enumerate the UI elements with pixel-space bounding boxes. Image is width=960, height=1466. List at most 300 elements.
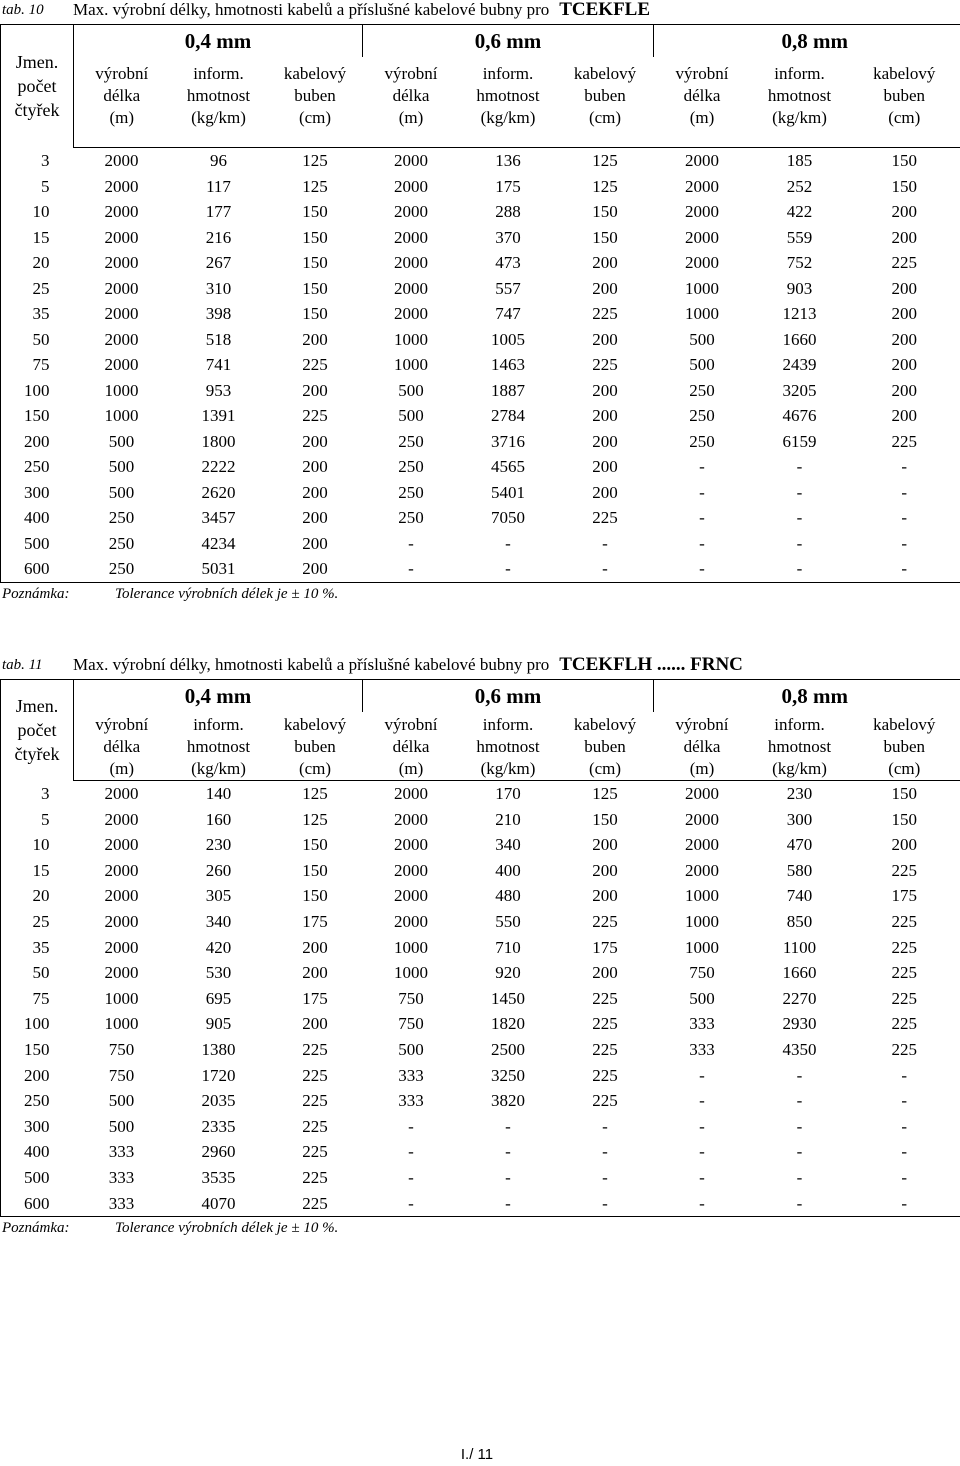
table-cell: - xyxy=(699,1091,705,1111)
table-cell: 200 xyxy=(268,556,363,582)
table-cell: 500 xyxy=(689,988,715,1008)
table-cell: 225 xyxy=(592,1091,618,1111)
table-cell: 2335 xyxy=(201,1116,236,1136)
table-cell: 310 xyxy=(205,278,232,298)
table-cell: 225 xyxy=(592,988,618,1008)
table-cell: 2222 xyxy=(201,457,236,476)
table-cell: 333 xyxy=(398,1065,424,1085)
table-cell: 1000 xyxy=(394,355,428,374)
table-cell: 150 xyxy=(302,886,328,906)
table-cell: - xyxy=(796,1091,803,1111)
table-row xyxy=(1,225,960,251)
table-cell: 2000 xyxy=(394,304,428,323)
table-cell: 1463 xyxy=(491,355,525,374)
table-cell: - xyxy=(796,482,803,502)
table-cell: 2000 xyxy=(104,809,139,829)
table-cell: - xyxy=(699,533,705,553)
table-cell: - xyxy=(849,1063,960,1089)
table-cell: 225 xyxy=(268,1191,363,1217)
row-jmen-pocet: 20 xyxy=(1,250,74,276)
table-cell: 2960 xyxy=(201,1142,236,1162)
row-jmen-pocet: 3 xyxy=(1,781,74,807)
table-row xyxy=(1,403,960,429)
table-cell: 150 xyxy=(302,253,328,272)
table-cell: 500 xyxy=(398,1039,424,1059)
table-cell: 741 xyxy=(205,355,232,374)
table-cell: 500 xyxy=(108,1116,135,1136)
table-cell: 2000 xyxy=(104,227,139,247)
table-row xyxy=(1,1191,960,1217)
table-cell: - xyxy=(849,505,960,531)
table-cell: 2500 xyxy=(491,1039,525,1059)
table-cell: 267 xyxy=(205,253,232,272)
table-cell: 125 xyxy=(592,151,618,170)
table-cell: 150 xyxy=(592,809,618,829)
table-cell: 225 xyxy=(849,250,960,276)
table-cell: - xyxy=(699,1167,705,1187)
table-cell: 200 xyxy=(302,431,328,451)
table-row xyxy=(1,250,960,276)
table-cell: 200 xyxy=(302,457,328,476)
table-cell: 2000 xyxy=(685,176,719,196)
table-cell: 1005 xyxy=(491,329,525,349)
table-cell: 1380 xyxy=(201,1039,236,1059)
table-cell: - xyxy=(460,1191,557,1217)
table-cell: 920 xyxy=(495,963,521,983)
table-cell: 7050 xyxy=(491,508,525,527)
column-header: kabelový buben (cm) xyxy=(557,712,654,781)
table-cell: 175 xyxy=(302,988,328,1008)
table-cell: 175 xyxy=(495,176,521,196)
table-cell: 2000 xyxy=(394,886,428,906)
table-cell: - xyxy=(602,533,608,553)
table-cell: 200 xyxy=(302,1014,328,1034)
table-cell: 200 xyxy=(592,278,618,298)
table-cell: 200 xyxy=(849,225,960,251)
table-cell: 2000 xyxy=(394,227,428,247)
table-cell: - xyxy=(699,1142,705,1162)
table-cell: 185 xyxy=(786,151,813,170)
table-cell: 225 xyxy=(849,1011,960,1037)
table-row xyxy=(1,1063,960,1089)
table-cell: 905 xyxy=(205,1014,232,1034)
table-row xyxy=(1,480,960,506)
table-cell: - xyxy=(849,1165,960,1191)
table-cell: - xyxy=(849,1191,960,1217)
table-cell: 177 xyxy=(205,202,232,221)
table-cell: 200 xyxy=(849,403,960,429)
table-cell: 2000 xyxy=(104,835,139,855)
row-jmen-pocet: 5 xyxy=(1,174,74,200)
table-cell: - xyxy=(699,482,705,502)
table-cell: 500 xyxy=(108,482,135,502)
table-cell: 225 xyxy=(849,986,960,1012)
table-cell: 225 xyxy=(592,1065,618,1085)
row-jmen-pocet: 150 xyxy=(1,403,74,429)
table-cell: 550 xyxy=(495,911,521,931)
table-cell: - xyxy=(602,1142,608,1162)
row-jmen-pocet: 35 xyxy=(1,935,74,961)
sub-header-row xyxy=(1,712,960,781)
table-cell: 225 xyxy=(302,406,328,425)
row-jmen-pocet: 100 xyxy=(1,1011,74,1037)
table-row xyxy=(1,781,960,807)
table-cell: - xyxy=(796,1142,803,1162)
table-cell: 1000 xyxy=(685,937,719,957)
table-cell: 530 xyxy=(205,963,232,983)
table-cell: 2000 xyxy=(394,835,428,855)
column-header: výrobní délka (m) xyxy=(74,57,170,148)
sub-header-row xyxy=(1,57,960,148)
table-cell: - xyxy=(849,1114,960,1140)
table-cell: 150 xyxy=(849,807,960,833)
table-cell: - xyxy=(505,1167,511,1187)
table-cell: 1000 xyxy=(104,1014,139,1034)
table-cell: - xyxy=(654,556,751,582)
row-jmen-pocet: 15 xyxy=(1,858,74,884)
table-cell: - xyxy=(699,1116,705,1136)
column-header: výrobní délka (m) xyxy=(363,57,460,148)
table-cell: 200 xyxy=(592,963,618,983)
table-cell: 500 xyxy=(108,1091,135,1111)
table-cell: 1000 xyxy=(104,380,139,400)
column-header: inform. hmotnost (kg/km) xyxy=(460,57,557,148)
table-cell: 4234 xyxy=(201,533,236,553)
table-cell: 2439 xyxy=(782,355,817,374)
table-cell: 225 xyxy=(302,1167,328,1187)
table-cell: 250 xyxy=(108,508,135,527)
table-cell: 200 xyxy=(592,380,618,400)
table-cell: 200 xyxy=(592,406,618,425)
table-row xyxy=(1,1037,960,1063)
table-cell: - xyxy=(699,1065,705,1085)
table-cell: 3716 xyxy=(491,431,525,451)
table-row xyxy=(1,960,960,986)
table-cell: 200 xyxy=(592,329,618,349)
table-row xyxy=(1,148,960,174)
group-header-0-6mm: 0,6 mm xyxy=(363,25,654,58)
table-cell: 200 xyxy=(592,482,618,502)
table-cell: 1000 xyxy=(685,278,719,298)
table-10-product: TCEKFLE xyxy=(559,0,651,20)
note-text: Tolerance výrobních délek je ± 10 %. xyxy=(115,585,339,602)
table-cell: 225 xyxy=(302,355,328,374)
table-cell: 2000 xyxy=(104,202,139,221)
page-number: I./ 11 xyxy=(460,1446,494,1463)
table-cell: 225 xyxy=(302,1039,328,1059)
column-header: kabelový buben (cm) xyxy=(557,57,654,148)
row-jmen-pocet: 300 xyxy=(1,480,74,506)
row-jmen-pocet: 200 xyxy=(1,1063,74,1089)
table-cell: 750 xyxy=(689,963,715,983)
table-cell: 1450 xyxy=(491,988,525,1008)
column-header: kabelový buben (cm) xyxy=(268,57,363,148)
table-cell: 2930 xyxy=(782,1014,817,1034)
table-cell: 480 xyxy=(495,886,521,906)
table-cell: 200 xyxy=(302,508,328,527)
table-cell: 150 xyxy=(849,781,960,807)
table-cell: - xyxy=(363,556,460,582)
table-cell: 333 xyxy=(108,1167,135,1187)
table-10-title: Max. výrobní délky, hmotnosti kabelů a příslušné kabelové bubny pro xyxy=(73,0,550,19)
table-11-number: tab. 11 xyxy=(2,657,43,673)
table-cell: 2000 xyxy=(394,911,428,931)
table-cell: 200 xyxy=(302,937,328,957)
table-cell: 250 xyxy=(689,406,715,425)
table-cell: 953 xyxy=(205,380,232,400)
jmen-header: Jmen. počet čtyřek xyxy=(1,25,74,148)
table-cell: 710 xyxy=(495,937,521,957)
table-cell: 500 xyxy=(689,329,715,349)
table-cell: 1000 xyxy=(104,406,139,425)
table-10-caption xyxy=(0,0,960,24)
table-cell: 750 xyxy=(108,1065,135,1085)
table-cell: 1100 xyxy=(782,937,817,957)
table-10-number: tab. 10 xyxy=(2,2,44,18)
table-cell: 2000 xyxy=(104,304,139,323)
table-cell: 2000 xyxy=(104,784,139,803)
table-cell: 125 xyxy=(302,809,328,829)
table-row xyxy=(1,935,960,961)
table-cell: - xyxy=(408,1116,414,1136)
table-cell: 125 xyxy=(592,176,618,196)
table-cell: 210 xyxy=(495,809,521,829)
table-cell: 225 xyxy=(592,304,618,323)
table-cell: 333 xyxy=(108,1142,135,1162)
table-cell: 2000 xyxy=(104,253,139,272)
row-jmen-pocet: 10 xyxy=(1,199,74,225)
table-cell: - xyxy=(796,457,803,476)
table-row xyxy=(1,986,960,1012)
table-cell: 333 xyxy=(689,1014,715,1034)
table-cell: 1660 xyxy=(782,329,817,349)
note-label: Poznámka: xyxy=(2,585,70,602)
table-cell: 136 xyxy=(495,151,521,170)
table-cell: 2000 xyxy=(394,253,428,272)
table-cell: - xyxy=(699,457,705,476)
table-row xyxy=(1,454,960,480)
table-cell: 1391 xyxy=(201,406,236,425)
table-cell: 1000 xyxy=(685,911,719,931)
column-header: kabelový buben (cm) xyxy=(268,712,363,781)
table-cell: 2000 xyxy=(394,151,428,170)
table-cell: 2000 xyxy=(104,860,139,880)
table-cell: 695 xyxy=(205,988,232,1008)
table-cell: 2000 xyxy=(685,253,719,272)
table-cell: 125 xyxy=(592,784,618,803)
table-cell: 200 xyxy=(592,860,618,880)
table-cell: 2000 xyxy=(104,886,139,906)
table-11-block xyxy=(0,655,960,1239)
table-cell: 1887 xyxy=(491,380,525,400)
table-cell: 557 xyxy=(495,278,521,298)
table-cell: 200 xyxy=(849,378,960,404)
table-cell: 200 xyxy=(849,832,960,858)
table-row xyxy=(1,1114,960,1140)
table-cell: - xyxy=(849,556,960,582)
table-cell: 340 xyxy=(495,835,521,855)
table-cell: 2000 xyxy=(685,227,719,247)
table-cell: 500 xyxy=(108,457,135,476)
table-cell: 1000 xyxy=(394,937,428,957)
column-header: inform. hmotnost (kg/km) xyxy=(751,57,849,148)
row-jmen-pocet: 25 xyxy=(1,909,74,935)
table-cell: 333 xyxy=(398,1091,424,1111)
table-cell: 4676 xyxy=(782,406,817,425)
table-cell: 1720 xyxy=(201,1065,236,1085)
table-row xyxy=(1,199,960,225)
table-cell: - xyxy=(796,1116,803,1136)
table-cell: 2000 xyxy=(104,329,139,349)
table-row xyxy=(1,1088,960,1114)
table-cell: 3250 xyxy=(491,1065,525,1085)
table-cell: 225 xyxy=(849,429,960,455)
table-cell: - xyxy=(849,454,960,480)
group-header-0-6mm: 0,6 mm xyxy=(363,680,654,713)
table-cell: 175 xyxy=(302,911,328,931)
table-cell: 200 xyxy=(592,835,618,855)
table-cell: 150 xyxy=(592,202,618,221)
table-11-caption xyxy=(0,655,960,679)
table-cell: - xyxy=(505,1116,511,1136)
row-jmen-pocet: 500 xyxy=(1,531,74,557)
table-cell: 2000 xyxy=(104,963,139,983)
table-cell: 250 xyxy=(398,431,424,451)
table-cell: 3205 xyxy=(782,380,817,400)
table-cell: 1000 xyxy=(394,963,428,983)
table-cell: 250 xyxy=(398,482,424,502)
table-row xyxy=(1,883,960,909)
table-cell: - xyxy=(408,1167,414,1187)
table-cell: - xyxy=(699,508,705,527)
table-row xyxy=(1,505,960,531)
table-row xyxy=(1,429,960,455)
table-cell: 170 xyxy=(495,784,521,803)
table-cell: 500 xyxy=(689,355,715,374)
table-cell: - xyxy=(408,1142,414,1162)
table-row xyxy=(1,301,960,327)
table-cell: 2000 xyxy=(104,278,139,298)
table-row xyxy=(1,531,960,557)
table-cell: 500 xyxy=(398,380,424,400)
table-cell: 2000 xyxy=(104,355,139,374)
table-cell: 2000 xyxy=(394,176,428,196)
table-cell: 850 xyxy=(786,911,813,931)
table-row xyxy=(1,807,960,833)
table-cell: 333 xyxy=(689,1039,715,1059)
table-cell: 4070 xyxy=(170,1191,268,1217)
table-cell: - xyxy=(751,1191,849,1217)
table-cell: 150 xyxy=(302,835,328,855)
table-cell: 740 xyxy=(786,886,813,906)
table-cell: 305 xyxy=(205,886,232,906)
row-jmen-pocet: 50 xyxy=(1,327,74,353)
table-cell: 216 xyxy=(205,227,232,247)
row-jmen-pocet: 400 xyxy=(1,505,74,531)
column-header: kabelový buben (cm) xyxy=(849,57,960,148)
table-cell: - xyxy=(408,533,414,553)
table-cell: 225 xyxy=(849,858,960,884)
table-cell: 2000 xyxy=(685,784,719,803)
table-cell: 250 xyxy=(74,556,170,582)
table-cell: 340 xyxy=(205,911,232,931)
table-cell: - xyxy=(849,531,960,557)
table-cell: - xyxy=(654,1191,751,1217)
column-header: výrobní délka (m) xyxy=(654,712,751,781)
row-jmen-pocet: 600 xyxy=(1,556,74,582)
table-10 xyxy=(0,24,960,583)
note-label: Poznámka: xyxy=(2,1220,70,1237)
table-cell: 2000 xyxy=(104,151,139,170)
table-cell: 125 xyxy=(302,151,328,170)
table-cell: - xyxy=(849,1139,960,1165)
table-cell: 150 xyxy=(302,227,328,247)
table-cell: 370 xyxy=(495,227,521,247)
table-cell: 150 xyxy=(849,174,960,200)
table-row xyxy=(1,556,960,582)
table-cell: 752 xyxy=(786,253,813,272)
table-cell: 2000 xyxy=(394,202,428,221)
table-cell: 150 xyxy=(302,278,328,298)
table-cell: 200 xyxy=(302,482,328,502)
table-row xyxy=(1,352,960,378)
table-cell: - xyxy=(460,556,557,582)
table-cell: 225 xyxy=(592,911,618,931)
table-cell: 2000 xyxy=(394,860,428,880)
table-cell: 500 xyxy=(398,406,424,425)
table-cell: 470 xyxy=(786,835,813,855)
row-jmen-pocet: 5 xyxy=(1,807,74,833)
row-jmen-pocet: 400 xyxy=(1,1139,74,1165)
table-cell: 225 xyxy=(592,1039,618,1059)
row-jmen-pocet: 15 xyxy=(1,225,74,251)
row-jmen-pocet: 20 xyxy=(1,883,74,909)
table-cell: 252 xyxy=(786,176,813,196)
table-cell: 6159 xyxy=(782,431,817,451)
table-cell: 2000 xyxy=(104,176,139,196)
table-cell: 225 xyxy=(849,960,960,986)
table-cell: 750 xyxy=(108,1039,135,1059)
table-cell: 1000 xyxy=(685,304,719,323)
table-cell: 2000 xyxy=(394,278,428,298)
table-cell: 150 xyxy=(592,227,618,247)
table-cell: 225 xyxy=(302,1065,328,1085)
column-header: kabelový buben (cm) xyxy=(849,712,960,781)
table-cell: - xyxy=(796,1167,803,1187)
table-cell: - xyxy=(849,480,960,506)
column-header: inform. hmotnost (kg/km) xyxy=(460,712,557,781)
table-cell: 250 xyxy=(689,380,715,400)
table-cell: 1660 xyxy=(782,963,817,983)
table-cell: 518 xyxy=(205,329,232,349)
table-cell: 2000 xyxy=(685,151,719,170)
table-cell: 96 xyxy=(210,151,227,170)
table-row xyxy=(1,858,960,884)
table-cell: 225 xyxy=(849,1037,960,1063)
table-cell: 750 xyxy=(398,1014,424,1034)
table-cell: 125 xyxy=(302,176,328,196)
column-header: výrobní délka (m) xyxy=(74,712,170,781)
row-jmen-pocet: 500 xyxy=(1,1165,74,1191)
table-cell: 2000 xyxy=(394,784,428,803)
table-cell: 747 xyxy=(495,304,521,323)
table-row xyxy=(1,1139,960,1165)
group-header-0-8mm: 0,8 mm xyxy=(654,680,960,713)
table-11-product: TCEKFLH ...... FRNC xyxy=(559,654,743,675)
table-cell: 1800 xyxy=(201,431,236,451)
table-cell: 2000 xyxy=(104,911,139,931)
row-jmen-pocet: 75 xyxy=(1,352,74,378)
